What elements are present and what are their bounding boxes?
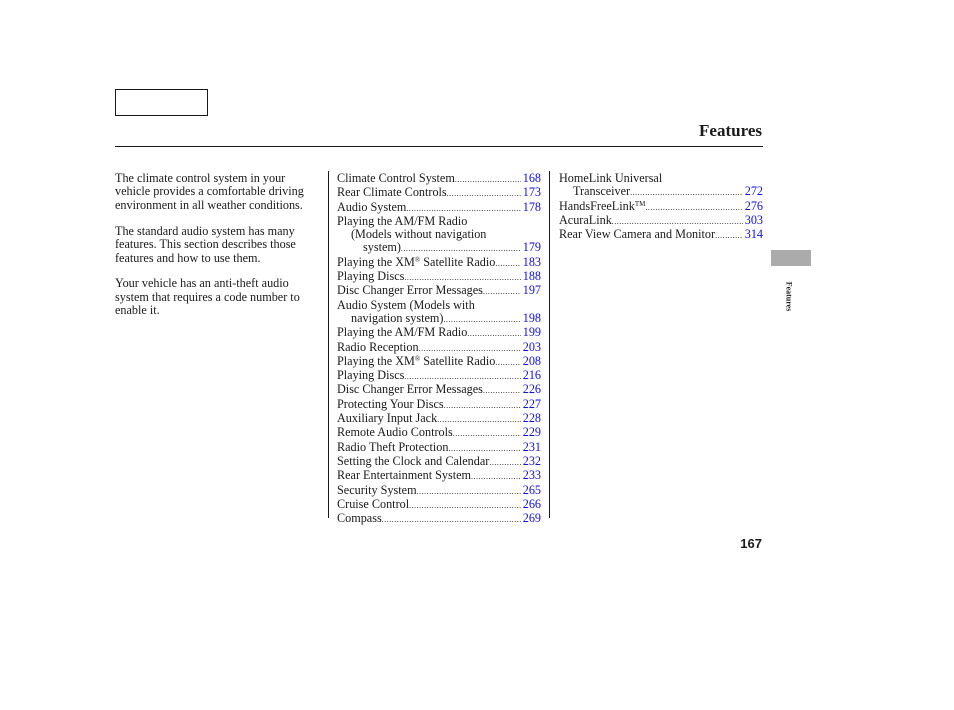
page-link[interactable]: 188 (522, 269, 541, 284)
toc-entry[interactable]: Playing the XM® Satellite Radio ..... 183 (337, 256, 541, 270)
intro-paragraph: The standard audio system has many features. This section describes those features and how to use them. (115, 223, 296, 265)
toc-heading: Playing the AM/FM Radio (337, 213, 468, 228)
page-link[interactable]: 231 (522, 439, 541, 454)
toc-entry[interactable]: Audio System ..... 178 (337, 201, 541, 215)
column-divider (549, 171, 550, 518)
toc-entry[interactable]: Rear Climate Controls ..... 173 (337, 186, 541, 200)
toc-entry[interactable]: Rear View Camera and Monitor ..... 314 (559, 228, 763, 242)
toc-entry[interactable]: Disc Changer Error Messages ..... 226 (337, 383, 541, 397)
toc-heading: Audio System (Models with (337, 297, 475, 312)
page-link[interactable]: 168 (522, 171, 541, 185)
page-link[interactable]: 197 (522, 283, 541, 298)
page-link[interactable]: 179 (522, 240, 541, 255)
toc-entry[interactable]: AcuraLink ..... 303 (559, 214, 763, 228)
toc-entry[interactable]: Disc Changer Error Messages ..... 197 (337, 284, 541, 298)
toc-heading: HomeLink Universal (559, 171, 663, 185)
toc-entry[interactable]: Compass ..... 269 (337, 512, 541, 526)
toc-entry[interactable]: Climate Control System ..... 168 (337, 172, 541, 186)
registered-mark: ® (414, 354, 421, 363)
page-link[interactable]: 183 (522, 254, 541, 269)
toc-entry[interactable]: Cruise Control ..... 266 (337, 498, 541, 512)
page-link[interactable]: 178 (522, 199, 541, 214)
toc-column-1 (337, 172, 541, 526)
page-link[interactable]: 269 (522, 511, 541, 526)
intro-paragraph: Your vehicle has an anti-theft audio system that requires a code number to enable it. (115, 276, 300, 318)
toc-entry[interactable]: navigation system) ..... 198 (337, 312, 541, 326)
intro-text (115, 172, 320, 330)
toc-entry[interactable]: Security System ..... 265 (337, 484, 541, 498)
page-link[interactable]: 276 (744, 198, 763, 213)
toc-entry[interactable]: Rear Entertainment System ..... 233 (337, 469, 541, 483)
page-link[interactable]: 229 (522, 425, 541, 440)
toc-entry[interactable]: Setting the Clock and Calendar ..... 232 (337, 455, 541, 469)
registered-mark: ® (414, 255, 421, 264)
toc-entry[interactable]: Playing the XM® Satellite Radio ..... 208 (337, 355, 541, 369)
toc-entry[interactable]: Remote Audio Controls ..... 229 (337, 426, 541, 440)
section-tab-label: Features (784, 281, 794, 312)
toc-entry[interactable]: system) ..... 179 (337, 241, 541, 255)
intro-paragraph: The climate control system in your vehicle provides a comfortable driving environment in all weather conditions. (115, 171, 304, 212)
page-link[interactable]: 208 (522, 353, 541, 368)
toc-entry[interactable]: Playing the AM/FM Radio ..... 199 (337, 326, 541, 340)
page-link[interactable]: 233 (522, 468, 541, 483)
column-divider (328, 171, 329, 518)
page-link[interactable]: 227 (522, 396, 541, 411)
page-link[interactable]: 173 (522, 185, 541, 200)
toc-entry[interactable]: Protecting Your Discs ..... 227 (337, 398, 541, 412)
page-link[interactable]: 266 (522, 496, 541, 511)
page-link[interactable]: 232 (522, 453, 541, 468)
trademark-mark: TM (634, 199, 646, 208)
page-link[interactable]: 199 (522, 325, 541, 340)
page-link[interactable]: 272 (744, 184, 763, 199)
toc-entry[interactable]: HandsFreeLink™ ..... 276 (559, 200, 763, 214)
toc-entry[interactable]: Playing Discs ..... 216 (337, 369, 541, 383)
page-link[interactable]: 314 (744, 227, 763, 242)
page-link[interactable]: 198 (522, 310, 541, 325)
page-title: Features (699, 121, 762, 140)
page-link[interactable]: 226 (522, 382, 541, 397)
toc-column-2 (559, 172, 763, 242)
toc-entry[interactable]: Auxiliary Input Jack ..... 228 (337, 412, 541, 426)
toc-entry[interactable]: Transceiver ..... 272 (559, 185, 763, 199)
page-link[interactable]: 303 (744, 212, 763, 227)
header-box (115, 89, 208, 116)
section-tab[interactable] (771, 250, 811, 266)
toc-entry[interactable]: Radio Reception ..... 203 (337, 341, 541, 355)
header-rule (115, 146, 763, 147)
page-link[interactable]: 228 (522, 411, 541, 426)
page-number: 167 (740, 536, 762, 551)
page-link[interactable]: 203 (522, 339, 541, 354)
page-link[interactable]: 216 (522, 368, 541, 383)
toc-entry[interactable]: Radio Theft Protection ..... 231 (337, 441, 541, 455)
toc-entry[interactable]: Playing Discs ..... 188 (337, 270, 541, 284)
toc-heading: (Models without navigation (351, 227, 487, 242)
page-link[interactable]: 265 (522, 482, 541, 497)
